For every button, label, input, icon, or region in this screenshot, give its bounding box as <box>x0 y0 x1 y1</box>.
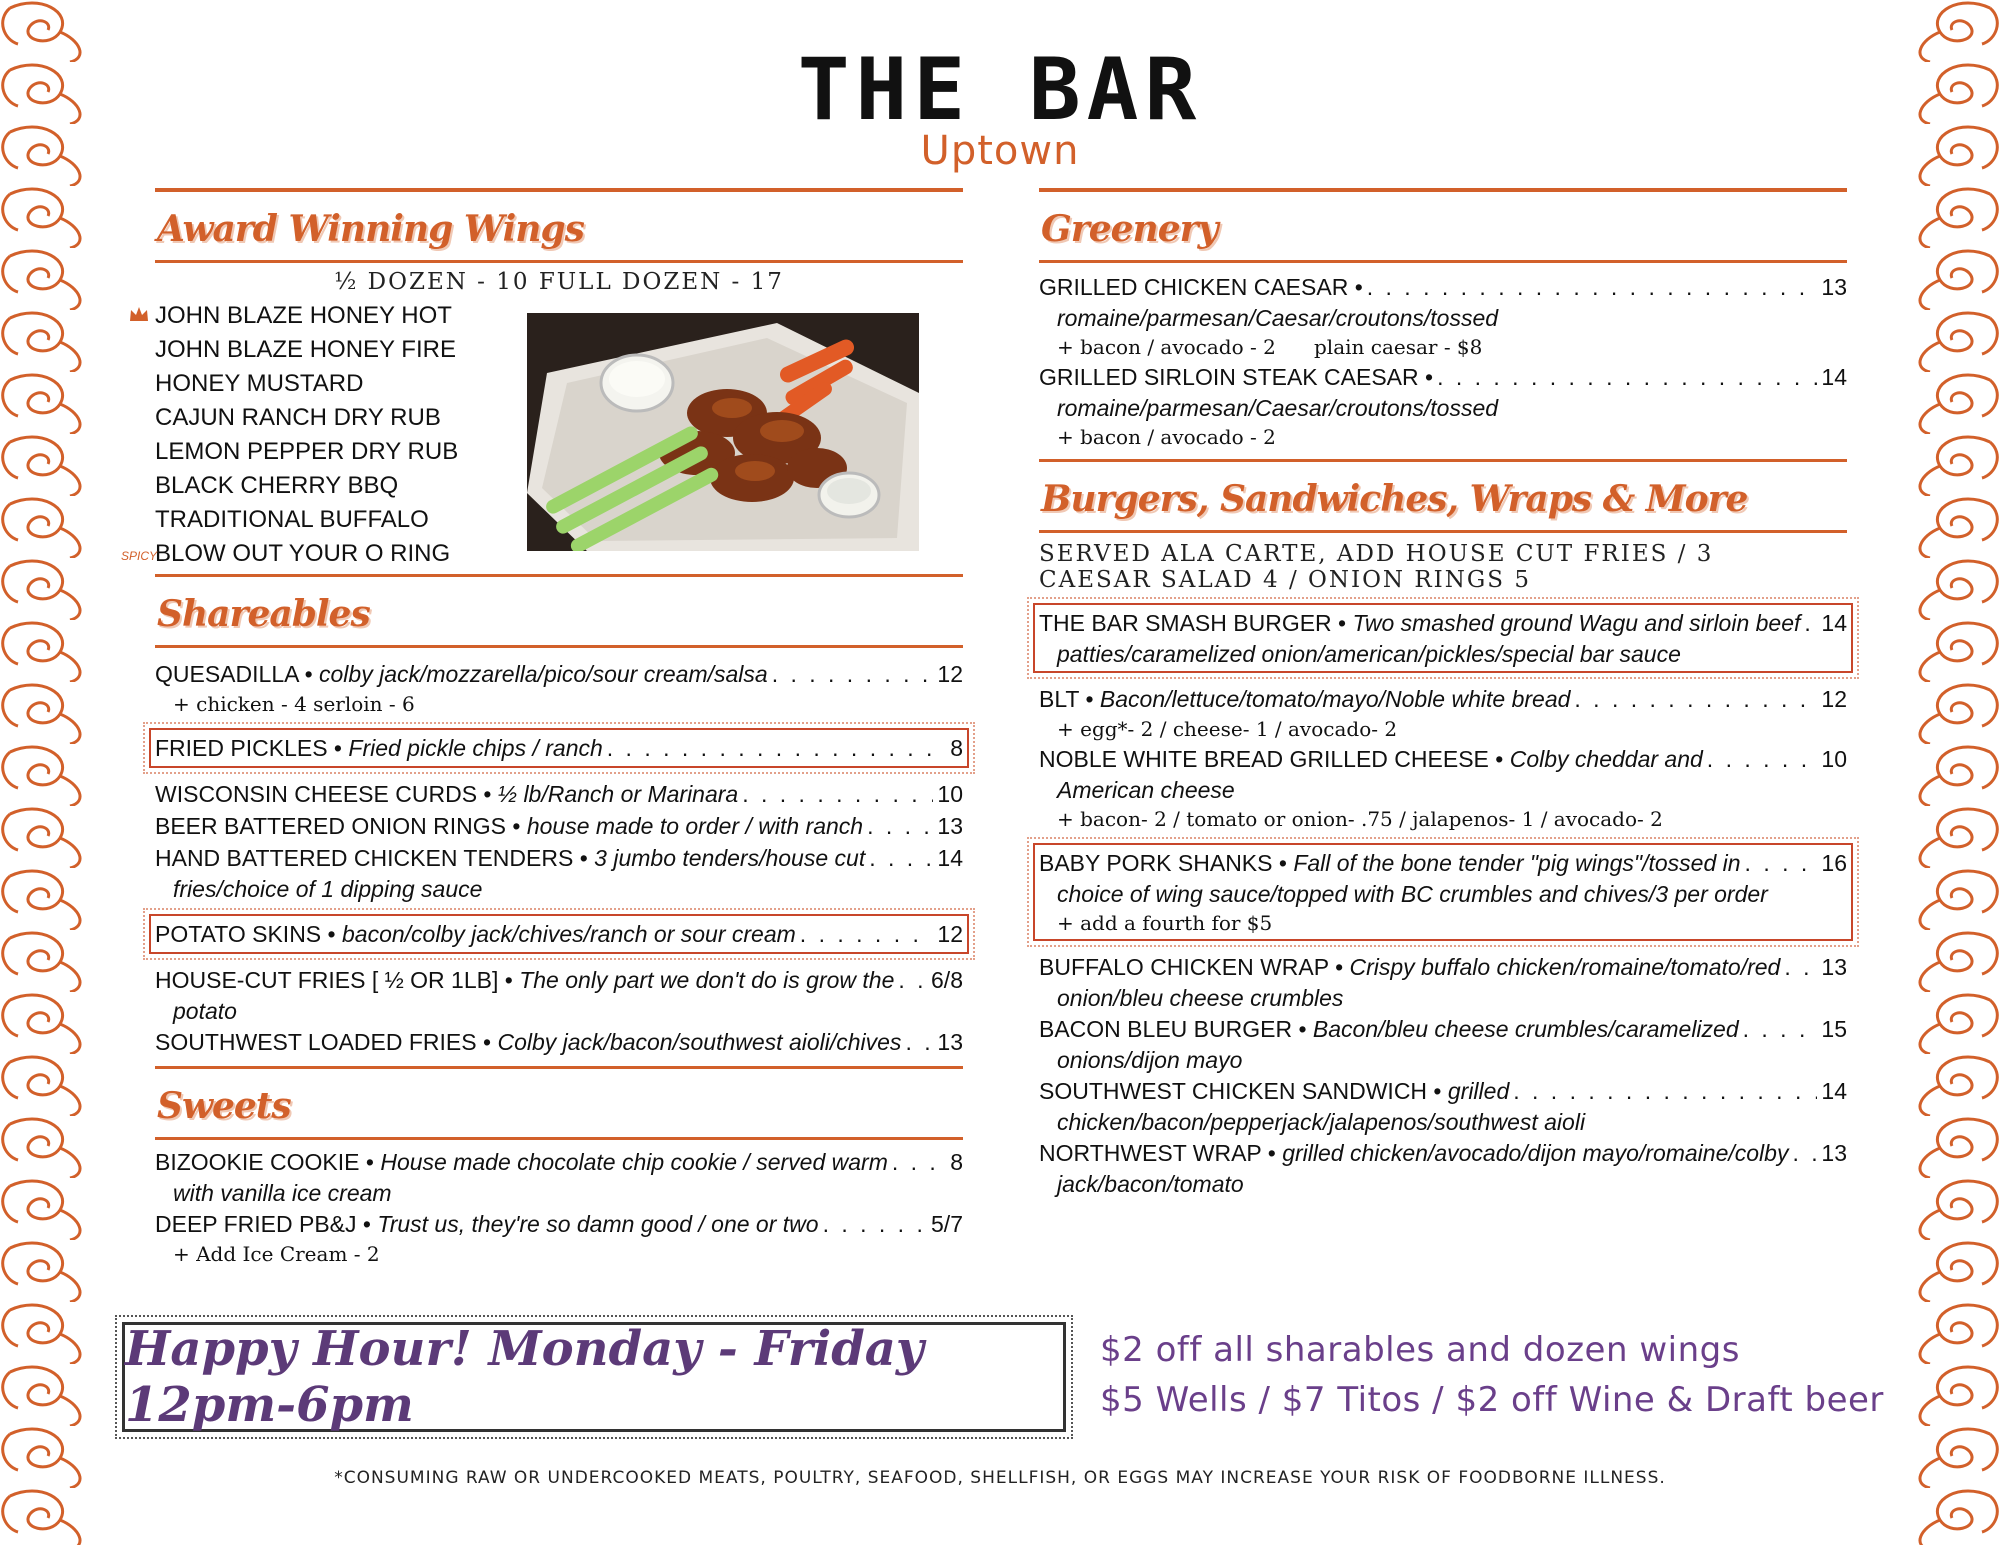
sweets-section-title: Sweets <box>157 1085 291 1127</box>
decorative-border-left <box>0 0 95 1545</box>
served-note: SERVED ALA CARTE, ADD HOUSE CUT FRIES / 3 <box>1039 541 1714 567</box>
section-divider <box>155 645 963 648</box>
list-item: LEMON PEPPER DRY RUB <box>155 438 459 465</box>
section-divider <box>1039 260 1847 263</box>
menu-item: BEER BATTERED ONION RINGS • house made to order / with ranch . . . 13 <box>155 810 963 842</box>
crown-icon <box>129 305 149 323</box>
menu-item: SOUTHWEST LOADED FRIES • Colby jack/bacon/southwest aioli/chives . . . 13 <box>155 1026 963 1058</box>
menu-item: BIZOOKIE COOKIE • House made chocolate chip cookie / served warm . . . 8 with vanilla ice cream <box>155 1146 963 1208</box>
list-item: JOHN BLAZE HONEY FIRE <box>155 336 456 363</box>
menu-item-featured: FRIED PICKLES • Fried pickle chips / ranch . . . 8 <box>149 728 969 768</box>
left-column <box>121 188 963 1268</box>
section-divider <box>155 1066 963 1069</box>
list-item: TRADITIONAL BUFFALO <box>155 506 429 533</box>
wings-pricing: ½ DOZEN - 10 FULL DOZEN - 17 <box>334 269 784 295</box>
list-item: CAJUN RANCH DRY RUB <box>155 404 441 431</box>
list-item: BLACK CHERRY BBQ <box>155 472 399 499</box>
menu-item: DEEP FRIED PB&J • Trust us, they're so damn good / one or two . . . 5/7 + Add Ice Cream - 2 <box>155 1208 963 1268</box>
burgers-section-title: Burgers, Sandwiches, Wraps & More <box>1041 478 1748 520</box>
list-item: HONEY MUSTARD <box>155 370 364 397</box>
menu-item-featured: POTATO SKINS • bacon/colby jack/chives/ranch or sour cream . . . 12 <box>149 914 969 954</box>
menu-item: GRILLED CHICKEN CAESAR • . . . 13 romaine/parmesan/Caesar/croutons/tossed + bacon / avocado - 2 plain caesar - $8 <box>1039 271 1847 361</box>
food-safety-disclaimer: *CONSUMING RAW OR UNDERCOOKED MEATS, POULTRY, SEAFOOD, SHELLFISH, OR EGGS MAY INCREASE YOUR RISK OF FOODBORNE ILLNESS. <box>334 1468 1666 1488</box>
spicy-tag: SPICY <box>121 549 158 563</box>
menu-item-featured: BABY PORK SHANKS • Fall of the bone tender "pig wings"/tossed in . . . 16 choice of wing sauce/topped with BC crumbles and chives/3 per order + add a fourth for $5 <box>1033 843 1853 941</box>
happy-hour-banner <box>122 1322 1066 1432</box>
menu-item: QUESADILLA • colby jack/mozzarella/pico/sour cream/salsa . . . 12 + chicken - 4 serloin - 6 <box>155 658 963 718</box>
wings-section-title: Award Winning Wings <box>157 208 584 250</box>
served-note: CAESAR SALAD 4 / ONION RINGS 5 <box>1039 567 1531 593</box>
menu-item: BLT • Bacon/lettuce/tomato/mayo/Noble white bread . . . 12 + egg*- 2 / cheese- 1 / avocado- 2 <box>1039 683 1847 743</box>
section-divider <box>155 1137 963 1140</box>
happy-hour-deal: $5 Wells / $7 Titos / $2 off Wine & Draft beer <box>1100 1380 1884 1420</box>
shareables-section-title: Shareables <box>157 593 370 635</box>
section-divider <box>1039 188 1847 192</box>
section-divider <box>155 188 963 192</box>
wings-basket-photo <box>527 313 919 551</box>
menu-item-featured: THE BAR SMASH BURGER • Two smashed ground Wagu and sirloin beef . . . 14 patties/caramelized onion/american/pickles/special bar sauce <box>1033 603 1853 673</box>
wings-block <box>121 299 963 574</box>
menu-item: BACON BLEU BURGER • Bacon/bleu cheese crumbles/caramelized . . . 15 onions/dijon mayo <box>1039 1013 1847 1075</box>
happy-hour-title: Happy Hour! Monday - Friday 12pm-6pm <box>125 1321 924 1433</box>
page-subtitle: Uptown <box>920 128 1080 174</box>
section-divider <box>1039 530 1847 533</box>
decorative-border-right <box>1905 0 2000 1545</box>
right-column <box>1039 188 1847 1199</box>
menu-item: NOBLE WHITE BREAD GRILLED CHEESE • Colby cheddar and . . . 10 American cheese + bacon- 2 / tomato or onion- .75 / jalapenos- 1 / avocado- 2 <box>1039 743 1847 833</box>
greenery-section-title: Greenery <box>1041 208 1218 250</box>
section-divider <box>155 574 963 577</box>
list-item: SPICY BLOW OUT YOUR O RING <box>155 537 963 571</box>
menu-item: SOUTHWEST CHICKEN SANDWICH • grilled . . . 14 chicken/bacon/pepperjack/jalapenos/southwest aioli <box>1039 1075 1847 1137</box>
menu-item: BUFFALO CHICKEN WRAP • Crispy buffalo chicken/romaine/tomato/red . . . 13 onion/bleu cheese crumbles <box>1039 951 1847 1013</box>
menu-item: NORTHWEST WRAP • grilled chicken/avocado/dijon mayo/romaine/colby . . . 13 jack/bacon/tomato <box>1039 1137 1847 1199</box>
menu-item: GRILLED SIRLOIN STEAK CAESAR • . . . 14 romaine/parmesan/Caesar/croutons/tossed + bacon / avocado - 2 <box>1039 361 1847 451</box>
menu-item: WISCONSIN CHEESE CURDS • ½ lb/Ranch or Marinara . . . 10 <box>155 778 963 810</box>
list-item: JOHN BLAZE HONEY HOT <box>155 299 963 333</box>
page-title: THE BAR <box>797 40 1203 140</box>
section-divider <box>1039 459 1847 462</box>
menu-item: HOUSE-CUT FRIES [ ½ OR 1LB] • The only part we don't do is grow the . . . 6/8 potato <box>155 964 963 1026</box>
menu-item: HAND BATTERED CHICKEN TENDERS • 3 jumbo tenders/house cut . . . 14 fries/choice of 1 dipping sauce <box>155 842 963 904</box>
happy-hour-deal: $2 off all sharables and dozen wings <box>1100 1330 1740 1370</box>
section-divider <box>155 260 963 263</box>
